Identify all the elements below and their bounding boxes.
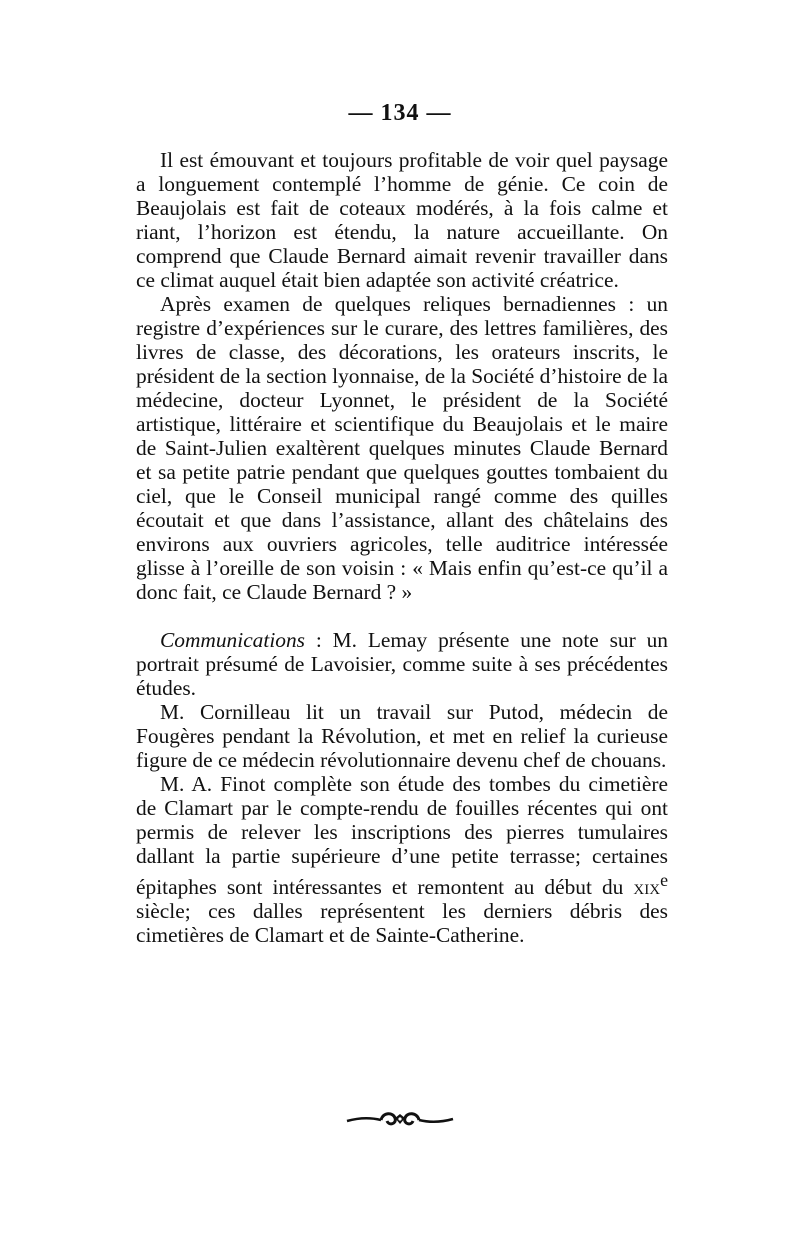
paragraph-cornilleau: M. Cornilleau lit un travail sur Putod, médecin de Fougères pendant la Révolution, et met en relief la curieuse figure de ce médecin révolutionnaire devenu chef de chouans. xyxy=(136,700,668,772)
paragraph-ceremony: Après examen de quelques reliques bernadiennes : un registre d’expériences sur le curare, des lettres familières, des livres de classe, des décorations, les orateurs inscrits, le président de la section lyonnaise, de la Société d’histoire de la médecine, docteur Lyonnet, le président de la Société artistique, littéraire et scientifique du Beaujolais et le maire de Saint-Julien exaltèrent quelques minutes Claude Bernard et sa petite patrie pendant que quelques gouttes tombaient du ciel, que le Conseil municipal rangé comme des quilles écoutait et que dans l’assistance, allant des châtelains des environs aux ouvriers agricoles, telle auditrice intéressée glisse à l’oreille de son voisin : « Mais enfin qu’est-ce qu’il a donc fait, ce Claude Bernard ? » xyxy=(136,292,668,604)
page-number: — 134 — xyxy=(348,100,452,126)
finot-text-part-2: siècle; ces dalles représentent les derniers débris des cimetières de Clamart et de Sainte-Catherine. xyxy=(136,899,668,948)
fleuron-icon xyxy=(345,1108,455,1132)
paragraph-communications xyxy=(136,628,668,700)
paragraph-landscape: Il est émouvant et toujours profitable de voir quel paysage a longuement contemplé l’homme de génie. Ce coin de Beaujolais est fait de coteaux modérés, à la fois calme et riant, l’horizon est étendu, la nature accueillante. On comprend que Claude Bernard aimait revenir travailler dans ce climat auquel était bien adaptée son activité créatrice. xyxy=(136,148,668,292)
century-superscript: e xyxy=(660,870,668,890)
paragraph-finot xyxy=(136,772,668,947)
century-numeral: xix xyxy=(633,875,661,900)
communications-text: : M. Lemay présente une note sur un portrait présumé de Lavoisier, comme suite à ses précédentes études. xyxy=(136,628,668,700)
end-ornament xyxy=(0,1108,800,1132)
communications-heading: Communications xyxy=(160,628,305,652)
body-text xyxy=(136,148,668,947)
finot-text-part-1: M. A. Finot complète son étude des tombes du cimetière de Clamart par le compte-rendu de fouilles récentes qui ont permis de relever les inscriptions des pierres tumulaires dallant la partie supérieure d’une petite terrasse; certaines épitaphes sont intéressantes et remontent au début du xyxy=(136,772,668,900)
